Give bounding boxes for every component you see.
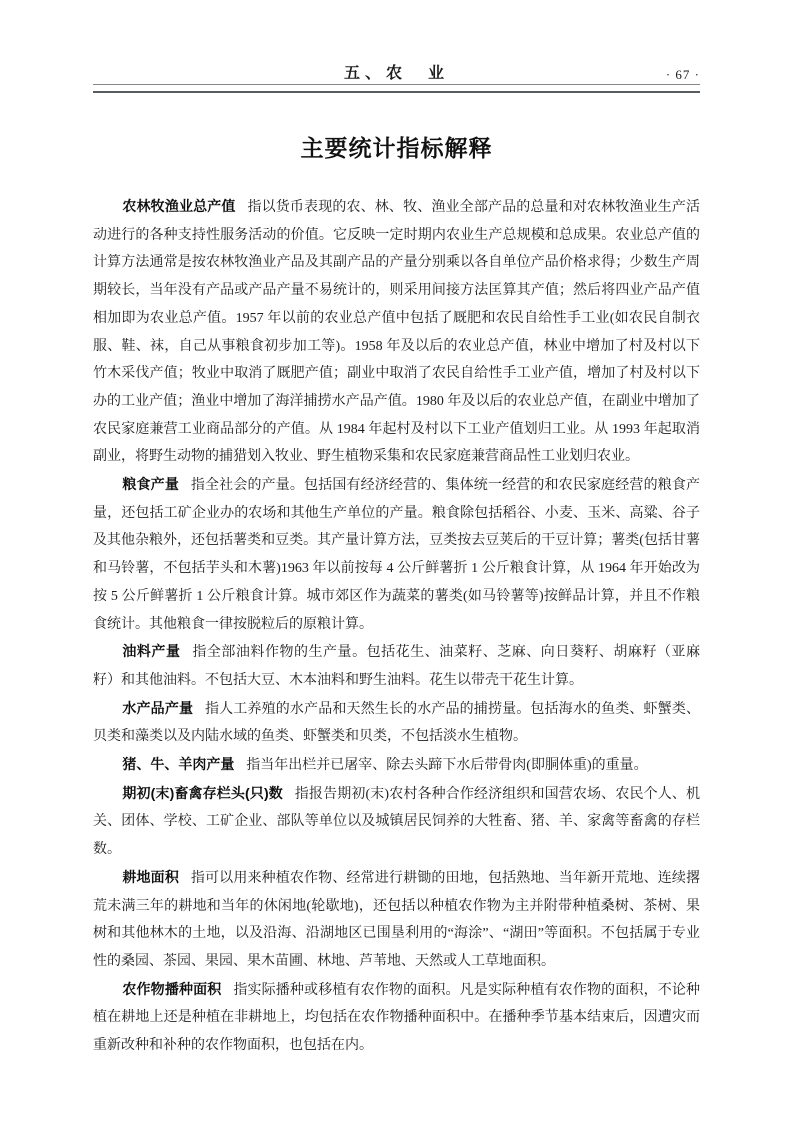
page-header [93, 63, 700, 93]
header-rule-thick [93, 91, 700, 93]
definition-paragraph-aquatic-output [93, 695, 700, 751]
header-rule-thin [93, 84, 700, 85]
term-definition: 指以货币表现的农、林、牧、渔业全部产品的总量和对农林牧渔业生产活动进行的各种支持性服务活动的价值。它反映一定时期内农业生产总规模和总成果。农业总产值的计算方法通常是按农林牧渔业产品及其副产品的产量分别乘以各自单位产品价格求得；少数生产周期较长，当年没有产品或产品产量不易统计的，则采用间接方法匡算其产值；然后将四业产品产值相加即为农业总产值。1957 年以前的农业总产值中包括了厩肥和农民自给性手工业(如农民自制衣服、鞋、袜，自己从事粮食初步加工等)。1958 年及以后的农业总产值，林业中增加了村及村以下竹木采伐产值；牧业中取消了厩肥产值；副业中取消了农民自给性手工业产值，增加了村及村以下办的工业产值；渔业中增加了海洋捕捞水产品产值。1980 年及以后的农业总产值，在副业中增加了农民家庭兼营工业商品部分的产值。从 1984 年起村及村以下工业产值划归工业。从 1993 年起取消副业，将野生动物的捕猎划入牧业、野生植物采集和农民家庭兼营商品性工业划归农业。 [93, 200, 701, 465]
term-definition: 指当年出栏并已屠宰、除去头蹄下水后带骨肉(即胴体重)的重量。 [246, 758, 648, 774]
term-definition: 指全社会的产量。包括国有经济经营的、集体统一经营的和农民家庭经营的粮食产量，还包括工矿企业办的农场和其他生产单位的产量。粮食除包括稻谷、小麦、玉米、高粱、谷子及其他杂粮外，还包括薯类和豆类。其产量计算方法，豆类按去豆荚后的干豆计算；薯类(包括甘薯和马铃薯，不包括芋头和木薯)1963 年以前按每 4 公斤鲜薯折 1 公斤粮食计算，从 1964 年开始改为按 5 公斤鲜薯折 1 公斤粮食计算。城市郊区作为蔬菜的薯类(如马铃薯等)按鲜品计算，并且不作粮食统计。其他粮食一律按脱粒后的原粮计算。 [93, 478, 701, 632]
term-definition: 指人工养殖的水产品和天然生长的水产品的捕捞量。包括海水的鱼类、虾蟹类、贝类和藻类以及内陆水域的鱼类、虾蟹类和贝类，不包括淡水生植物。 [93, 701, 700, 745]
term-label: 油料产量 [122, 643, 181, 660]
term-label: 水产品产量 [122, 699, 194, 716]
term-label: 农林牧渔业总产值 [122, 198, 236, 214]
definition-paragraph-cultivated-area [93, 864, 700, 976]
definition-paragraph-meat-output [93, 751, 700, 780]
page-title: 主要统计指标解释 [300, 135, 493, 161]
page-number: · 67 · [665, 67, 700, 82]
term-definition: 指可以用来种植农作物、经常进行耕锄的田地，包括熟地、当年新开荒地、连续撂荒未满三年的耕地和当年的休闲地(轮歇地)，还包括以种植农作物为主并附带种植桑树、茶树、果树和其他林木的土地，以及沿海、沿湖地区已围垦利用的“海涂”、“湖田”等面积。不包括属于专业性的桑园、茶园、果园、果木苗圃、林地、芦苇地、天然或人工草地面积。 [93, 870, 701, 969]
definition-paragraph-gross-output [93, 193, 700, 471]
chapter-title: 五、农 业 [343, 65, 449, 82]
term-definition: 指实际播种或移植有农作物的面积。凡是实际种植有农作物的面积，不论种植在耕地上还是种植在非耕地上，均包括在农作物播种面积中。在播种季节基本结束后，因遭灾而重新改种和补种的农作物面积，也包括在内。 [93, 982, 701, 1054]
definition-paragraph-oil-output [93, 638, 700, 694]
term-label: 猪、牛、羊肉产量 [122, 756, 235, 773]
definition-paragraph-sown-area [93, 976, 700, 1060]
term-definition: 指全部油料作物的生产量。包括花生、油菜籽、芝麻、向日葵籽、胡麻籽（亚麻籽）和其他油料。不包括大豆、木本油料和野生油料。花生以带壳干花生计算。 [93, 645, 701, 688]
term-label: 期初(末)畜禽存栏头(只)数 [122, 784, 283, 801]
definition-paragraph-livestock-inventory [93, 780, 700, 864]
term-label: 耕地面积 [122, 868, 179, 885]
definition-paragraph-grain-output [93, 471, 700, 638]
definitions-section [93, 193, 700, 1060]
term-label: 农作物播种面积 [122, 980, 222, 997]
header-row [93, 63, 700, 84]
term-definition: 指报告期初(末)农村各种合作经济组织和国营农场、农民个人、机关、团体、学校、工矿企业、部队等单位以及城镇居民饲养的大牲畜、猪、羊、家禽等畜禽的存栏数。 [93, 786, 700, 858]
term-label: 粮食产量 [122, 476, 179, 493]
